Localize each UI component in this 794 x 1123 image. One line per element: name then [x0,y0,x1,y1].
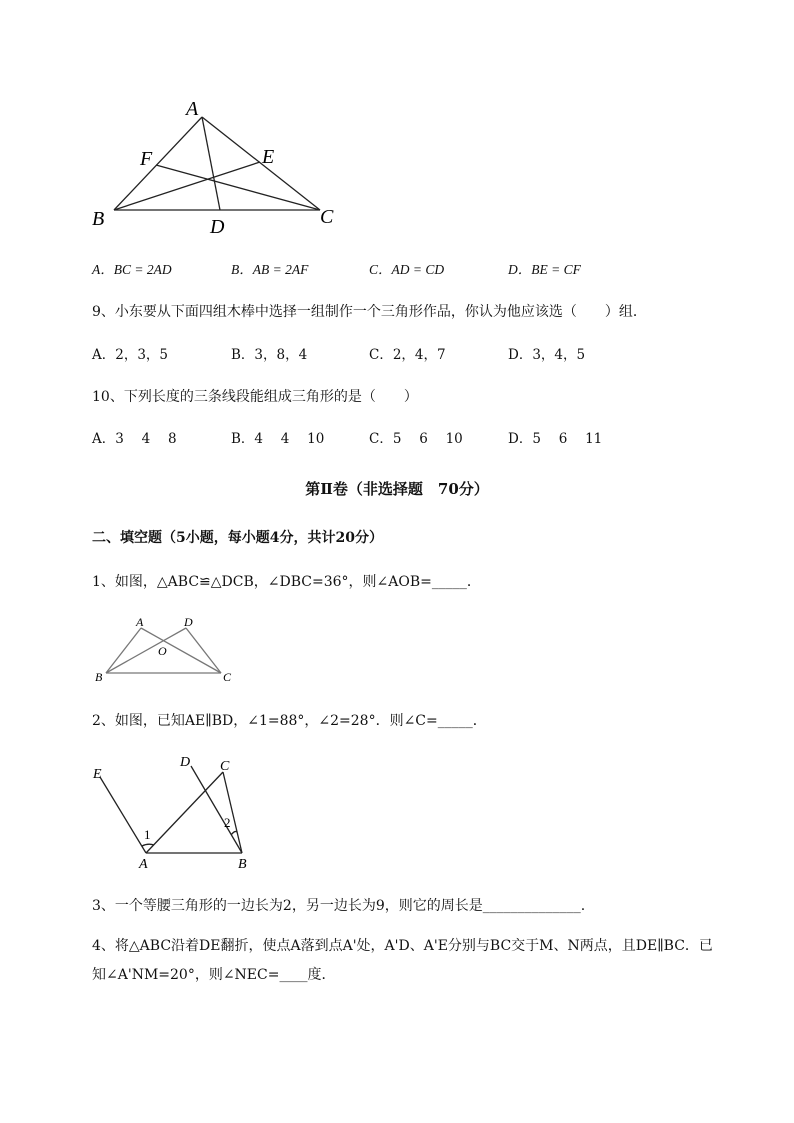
fill-question-3-text: 3、一个等腰三角形的一边长为2，另一边长为9，则它的周长是______________. [92,898,586,914]
label-a: A [186,98,199,120]
label-b: B [238,857,247,872]
label-o: O [158,644,167,658]
label-b: B [95,670,103,684]
angle-1-label: 1 [144,827,151,842]
label-f: F [140,148,153,170]
fill-question-2-text: 2、如图，已知AE∥BD，∠1=88°，∠2=28°．则∠C=_____． [92,713,487,729]
segment-ad [202,117,220,210]
option-a[interactable]: A．2，3，5 [92,347,169,363]
label-c: C [220,759,230,774]
question-10-text: 10、下列长度的三条线段能组成三角形的是（ ） [92,389,418,405]
q8-options [92,261,692,279]
segment-bc [223,772,242,853]
label-b: B [92,208,105,230]
triangle-figure-q8 [88,95,348,240]
angle-2-mark [231,831,237,835]
label-c: C [320,206,334,228]
segment-bd [106,628,186,673]
option-d[interactable]: D．3，4，5 [508,347,586,363]
label-c: C [223,670,232,684]
option-c[interactable]: C．5 6 10 [369,431,463,447]
label-a: A [139,857,148,872]
segment-ab [106,628,141,673]
segment-ea [100,777,146,853]
segment-ac [141,628,221,673]
option-c[interactable]: C．2，4，7 [369,347,446,363]
fill-question-4-line-2: 知∠A'NM=20°，则∠NEC=____度． [92,967,336,983]
option-c[interactable]: C．AD = CD [369,262,445,277]
option-a[interactable]: A．3 4 8 [92,431,177,447]
label-e: E [93,767,102,782]
angle-2-label: 2 [224,815,231,830]
option-b[interactable]: B．3，8，4 [231,347,308,363]
parallel-lines-figure [90,752,270,874]
label-e: E [262,146,275,168]
option-d[interactable]: D．BE = CF [508,262,581,277]
option-a[interactable]: A．BC = 2AD [92,262,172,277]
fill-question-4-line-1: 4、将△ABC沿着DE翻折，使点A落到点A'处，A'D、A'E分别与BC交于M、N两点，且DE∥BC．已 [92,938,713,954]
q10-options [92,430,692,448]
side-ac [202,117,320,210]
section-title: 第Ⅱ卷（非选择题 70分） [305,480,489,498]
label-d: D [184,615,193,629]
question-9-text: 9、小东要从下面四组木棒中选择一组制作一个三角形作品，你认为他应该选（ ）组． [92,304,647,320]
option-b[interactable]: B．4 4 10 [231,431,325,447]
segment-ac [146,772,223,853]
part-heading: 二、填空题（5小题，每小题4分，共计20分） [92,530,383,546]
segment-dc [186,628,221,673]
option-b[interactable]: B．AB = 2AF [231,262,309,277]
option-d[interactable]: D．5 6 11 [508,431,603,447]
q9-options [92,346,692,364]
label-d: D [210,216,225,238]
label-a: A [136,615,144,629]
fill-question-1-text: 1、如图，△ABC≌△DCB，∠DBC=36°，则∠AOB=_____． [92,574,481,590]
label-d: D [180,755,191,770]
crossed-triangles-figure [94,614,244,686]
